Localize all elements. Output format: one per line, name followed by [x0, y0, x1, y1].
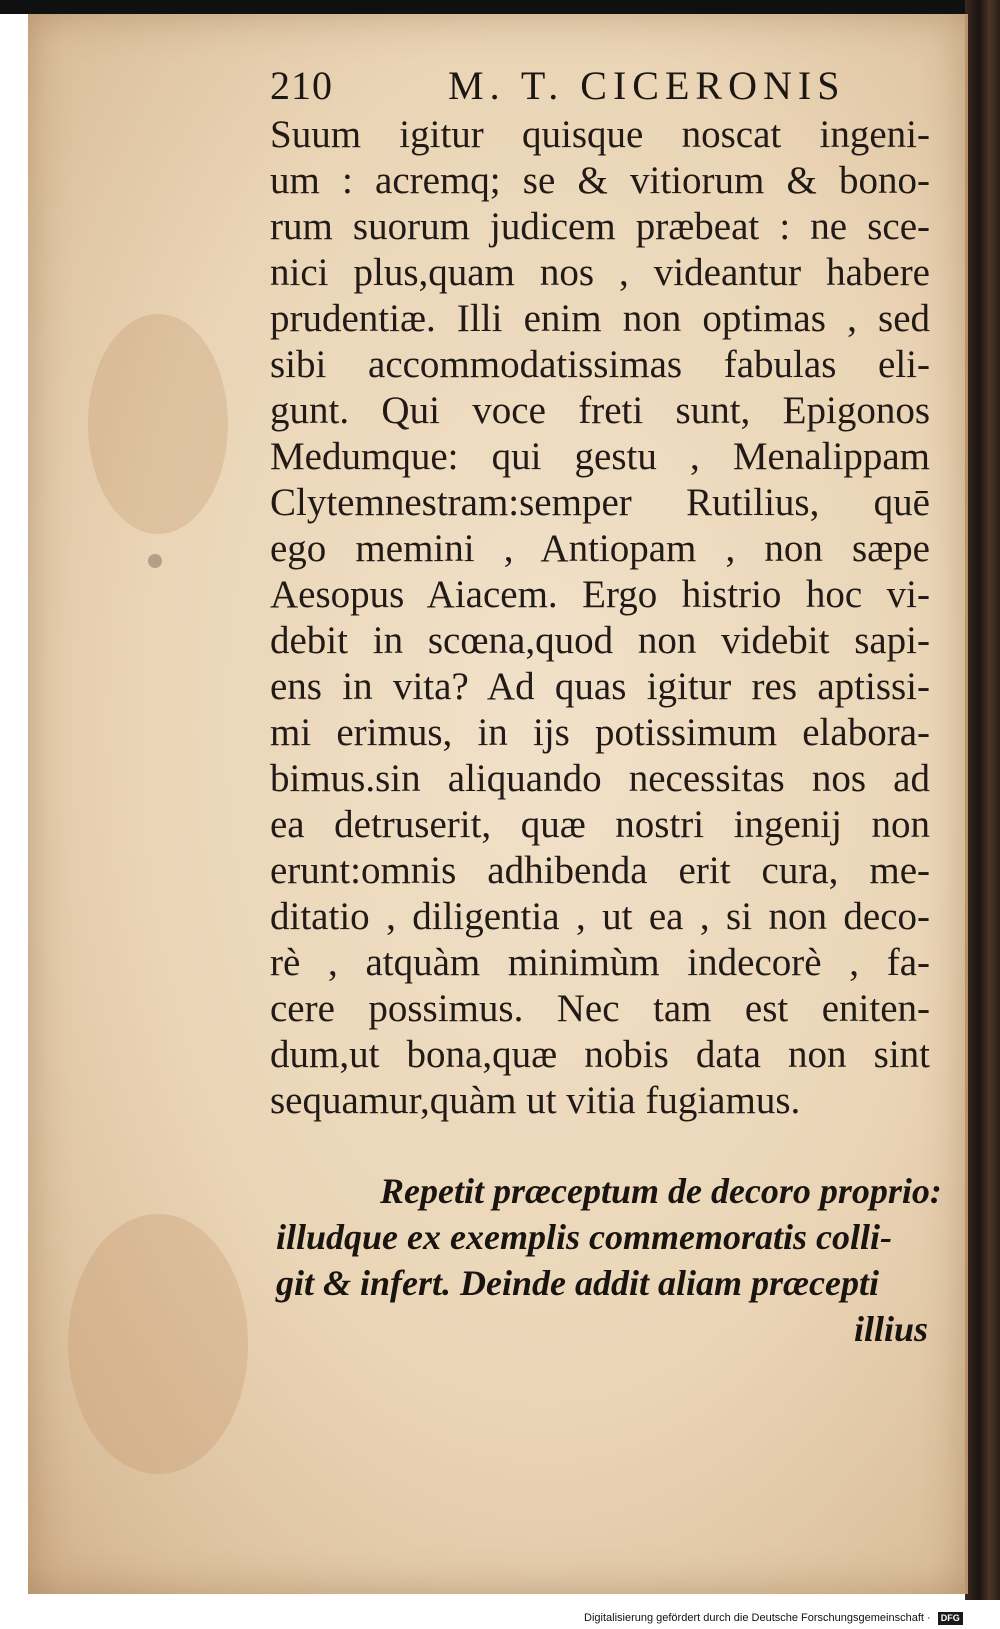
text-line: bimus.sin aliquando necessitas nos ad: [270, 757, 930, 800]
text-line: mi erimus, in ijs potissimum elabora-: [270, 711, 930, 754]
catchword: illius: [853, 1309, 928, 1349]
text-line: Suum igitur quisque noscat ingeni-: [270, 113, 930, 156]
paper-stain: [148, 554, 162, 568]
text-line: nici plus,quam nos , videantur habere: [270, 251, 930, 294]
dfg-logo: DFG: [938, 1612, 963, 1625]
text-line: ea detruserit, quæ nostri ingenij non: [270, 803, 930, 846]
credit-text: Digitalisierung gefördert durch die Deutsche Forschungsgemeinschaft: [584, 1612, 924, 1624]
paper-stain: [68, 1214, 248, 1474]
commentary-block: [276, 1168, 942, 1352]
commentary-line: Repetit præceptum de decoro proprio:: [380, 1171, 942, 1211]
text-line: Clytemnestram:semper Rutilius, quē: [270, 481, 930, 524]
page-number: 210: [270, 63, 333, 108]
text-line: cere possimus. Nec tam est eniten-: [270, 987, 930, 1030]
text-line: debit in scœna,quod non videbit sapi-: [270, 619, 930, 662]
text-line: sibi accommodatissimas fabulas eli-: [270, 343, 930, 386]
text-line: rum suorum judicem præbeat : ne sce-: [270, 205, 930, 248]
paper-stain: [88, 314, 228, 534]
digitization-credit: Digitalisierung gefördert durch die Deutsche Forschungsgemeinschaft · DFG: [584, 1609, 963, 1627]
main-text-block: [270, 112, 930, 1124]
commentary-line: git & infert. Deinde addit aliam præcepti: [276, 1263, 879, 1303]
running-head-title: M. T. CICERONIS: [448, 63, 846, 108]
running-head: [270, 62, 930, 114]
book-edge: [965, 0, 1000, 1600]
text-line: um : acremq; se & vitiorum & bono-: [270, 159, 930, 202]
scan-top-border: [0, 0, 1000, 14]
text-line: gunt. Qui voce freti sunt, Epigonos: [270, 389, 930, 432]
text-line: Medumque: qui gestu , Menalippam: [270, 435, 930, 478]
text-line: erunt:omnis adhibenda erit cura, me-: [270, 849, 930, 892]
text-line: dum,ut bona,quæ nobis data non sint: [270, 1033, 930, 1076]
text-line: sequamur,quàm ut vitia fugiamus.: [270, 1079, 801, 1122]
text-line: Aesopus Aiacem. Ergo histrio hoc vi-: [270, 573, 930, 616]
commentary-line: illudque ex exemplis commemoratis colli-: [276, 1217, 892, 1257]
text-line: prudentiæ. Illi enim non optimas , sed: [270, 297, 930, 340]
text-line: rè , atquàm minimùm indecorè , fa-: [270, 941, 930, 984]
text-line: ditatio , diligentia , ut ea , si non deco-: [270, 895, 930, 938]
text-line: ens in vita? Ad quas igitur res aptissi-: [270, 665, 930, 708]
text-line: ego memini , Antiopam , non sæpe: [270, 527, 930, 570]
